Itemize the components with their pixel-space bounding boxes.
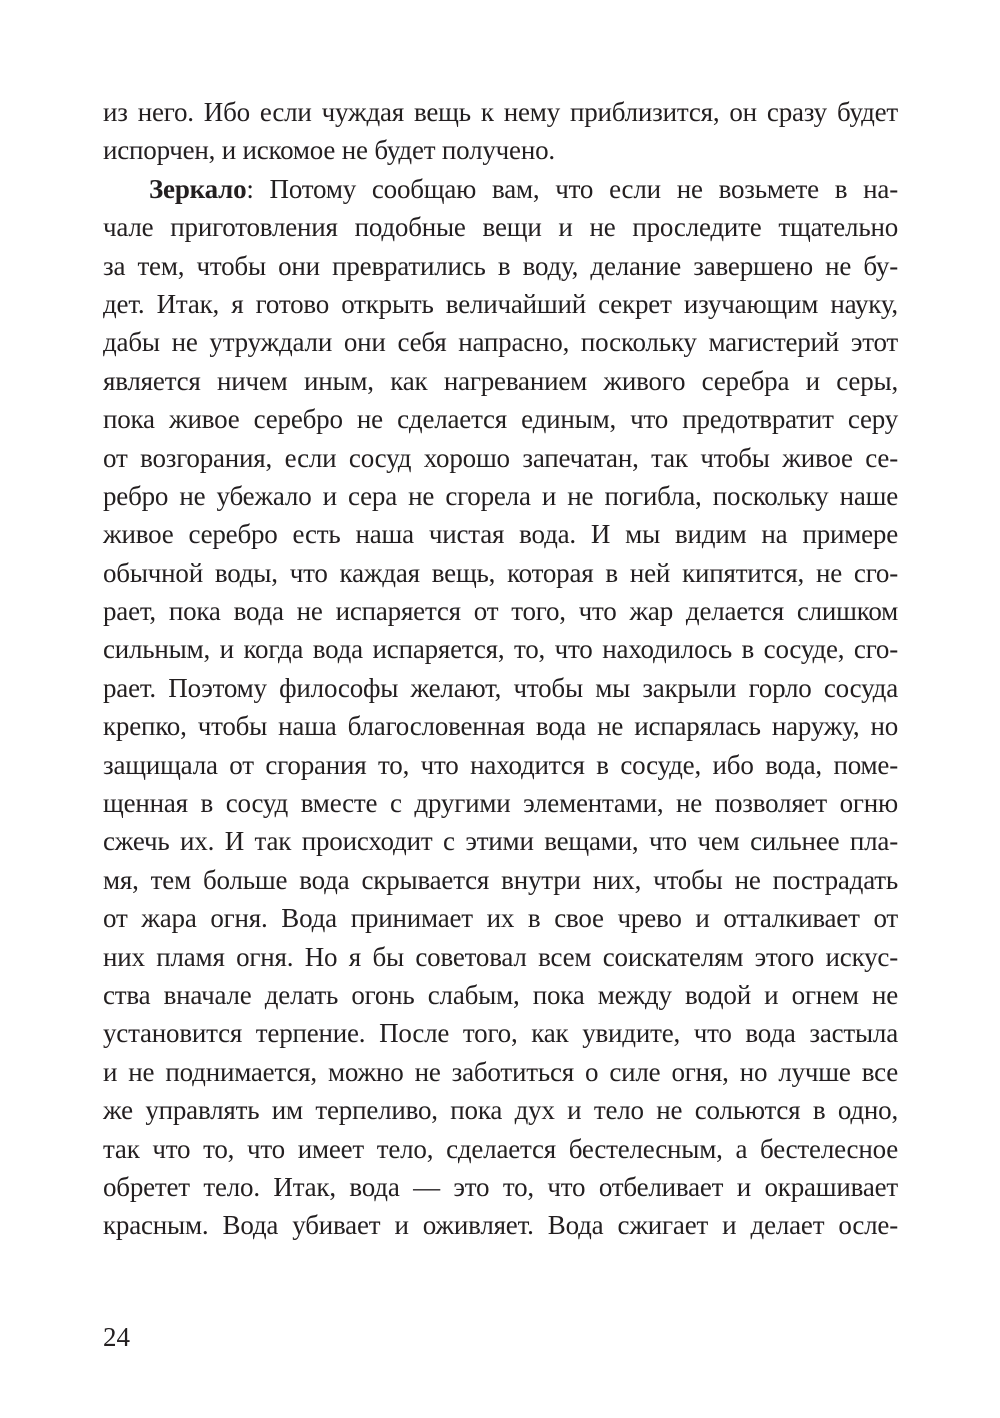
text-line: установится терпение. После того, как увидите, что вода застыла xyxy=(103,1018,898,1049)
text-line: является ничем иным, как нагреванием живого серебра и серы, xyxy=(103,365,898,396)
text-line: обычной воды, что каждая вещь, которая в ней кипятится, не сго- xyxy=(103,557,898,588)
text-line: защищала от сгорания то, что находится в сосуде, ибо вода, поме- xyxy=(103,749,898,780)
text-line: щенная в сосуд вместе с другими элементами, не позволяет огню xyxy=(103,788,898,819)
text-line: чале приготовления подобные вещи и не проследите тщательно xyxy=(103,212,898,243)
text-line: же управлять им терпеливо, пока дух и тело не сольются в одно, xyxy=(103,1095,898,1126)
text-line: ребро не убежало и сера не сгорела и не погибла, поскольку наше xyxy=(103,480,898,511)
text-line: от возгорания, если сосуд хорошо запечатан, так чтобы живое се- xyxy=(103,442,898,473)
text-line: красным. Вода убивает и оживляет. Вода сжигает и делает осле- xyxy=(103,1210,898,1241)
text-line: сжечь их. И так происходит с этими вещами, что чем сильнее пла- xyxy=(103,826,898,857)
text-line: из него. Ибо если чуждая вещь к нему приблизится, он сразу будет xyxy=(103,97,898,127)
text-line: дет. Итак, я готово открыть величайший секрет изучающим науку, xyxy=(103,288,898,319)
text-line: обретет тело. Итак, вода — это то, что отбеливает и окрашивает xyxy=(103,1171,898,1202)
speaker-name: Зеркало xyxy=(149,173,247,204)
text-line: испорчен, и искомое не будет получено. xyxy=(103,135,555,166)
speaker-line-rest: : Потому сообщаю вам, что если не возьмете в на- xyxy=(246,173,898,204)
text-line: рает. Поэтому философы желают, чтобы мы закрыли горло сосуда xyxy=(103,672,898,703)
text-line: пока живое серебро не сделается единым, что предотвратит серу xyxy=(103,404,898,435)
text-line: за тем, чтобы они превратились в воду, делание завершено не бу- xyxy=(103,250,898,281)
text-line: и не поднимается, можно не заботиться о силе огня, но лучше все xyxy=(103,1056,898,1087)
text-line: так что то, что имеет тело, сделается бестелесным, а бестелесное xyxy=(103,1133,898,1164)
page-body xyxy=(103,93,898,1245)
paragraph-1 xyxy=(103,93,898,170)
text-line xyxy=(103,170,898,208)
text-line: крепко, чтобы наша благословенная вода не испарялась наружу, но xyxy=(103,711,898,742)
text-line: рает, пока вода не испаряется от того, что жар делается слишком xyxy=(103,596,898,627)
paragraph-2 xyxy=(103,170,898,1245)
text-line: сильным, и когда вода испаряется, то, что находилось в сосуде, сго- xyxy=(103,634,898,665)
text-line: дабы не утруждали они себя напрасно, поскольку магистерий этот xyxy=(103,327,898,358)
text-line: живое серебро есть наша чистая вода. И мы видим на примере xyxy=(103,519,898,550)
text-line: мя, тем больше вода скрывается внутри них, чтобы не пострадать xyxy=(103,864,898,895)
text-line: от жара огня. Вода принимает их в свое чрево и отталкивает от xyxy=(103,903,898,934)
page-number: 24 xyxy=(103,1322,130,1352)
text-line: ства вначале делать огонь слабым, пока между водой и огнем не xyxy=(103,979,898,1010)
text-line: них пламя огня. Но я бы советовал всем соискателям этого искус- xyxy=(103,941,898,972)
